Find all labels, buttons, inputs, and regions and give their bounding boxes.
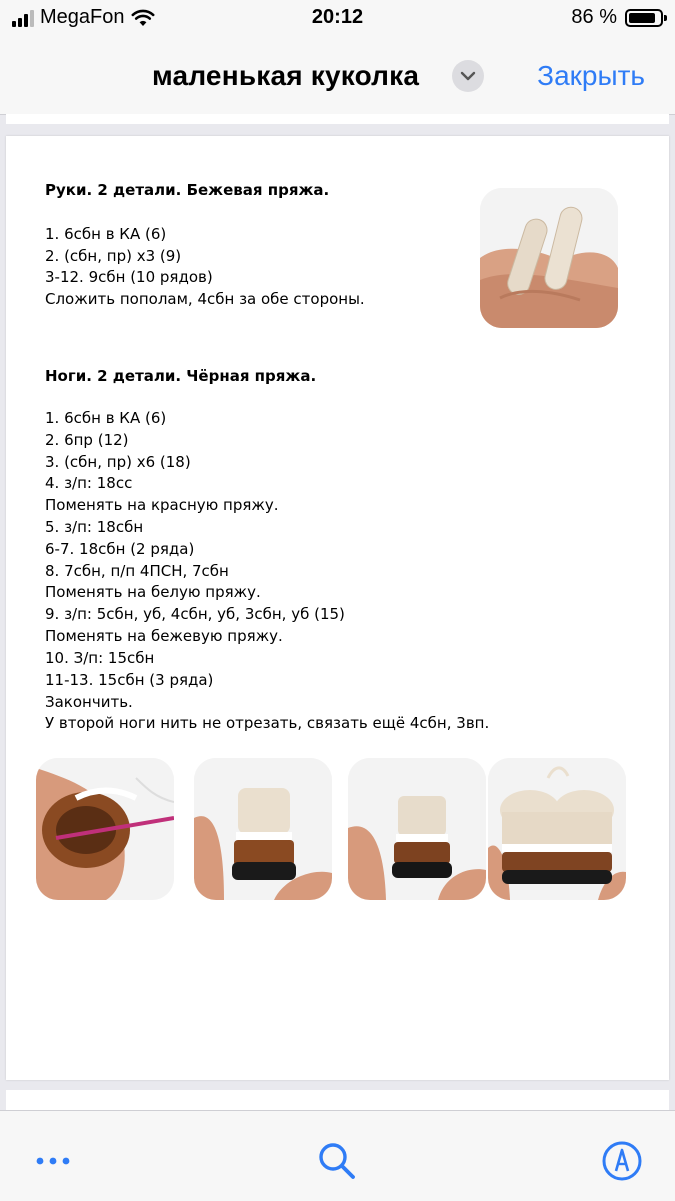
arms-line: 2. (сбн, пр) х3 (9) xyxy=(45,247,182,265)
arms-photo xyxy=(480,188,618,328)
navigation-bar xyxy=(0,40,675,115)
leg-photo-2 xyxy=(194,758,332,900)
clock: 20:12 xyxy=(311,6,364,28)
legs-line: Поменять на белую пряжу. xyxy=(45,583,261,601)
arms-line: 3-12. 9сбн (10 рядов) xyxy=(45,268,213,286)
legs-line: У второй ноги нить не отрезать, связать ещё 4сбн, 3вп. xyxy=(45,714,490,732)
close-button[interactable]: Закрыть xyxy=(537,60,645,91)
leg-photo-1 xyxy=(36,758,174,900)
bottom-toolbar xyxy=(0,1110,675,1201)
arms-line: Сложить пополам, 4сбн за обе стороны. xyxy=(45,290,365,308)
legs-line: 5. з/п: 18сбн xyxy=(45,518,144,536)
legs-line: Закончить. xyxy=(45,693,133,711)
legs-line: 9. з/п: 5сбн, уб, 4сбн, уб, 3сбн, уб (15) xyxy=(45,605,345,623)
arms-line: 1. 6сбн в КА (6) xyxy=(45,225,167,243)
status-bar xyxy=(0,0,675,40)
markup-icon[interactable] xyxy=(600,1139,644,1183)
legs-line: 11-13. 15сбн (3 ряда) xyxy=(45,671,214,689)
battery-icon xyxy=(625,9,663,27)
legs-line: Поменять на бежевую пряжу. xyxy=(45,627,283,645)
chevron-down-icon[interactable] xyxy=(452,60,484,92)
legs-line: 1. 6сбн в КА (6) xyxy=(45,409,167,427)
previous-page-edge xyxy=(6,114,669,124)
carrier-name: MegaFon xyxy=(40,6,125,28)
leg-photo-4 xyxy=(488,758,626,900)
legs-line: 2. 6пр (12) xyxy=(45,431,129,449)
document-title[interactable]: маленькая куколка xyxy=(152,60,420,91)
legs-line: 6-7. 18сбн (2 ряда) xyxy=(45,540,195,558)
legs-line: 10. З/п: 15сбн xyxy=(45,649,155,667)
leg-photo-3 xyxy=(348,758,486,900)
legs-line: 3. (сбн, пр) х6 (18) xyxy=(45,453,191,471)
search-icon[interactable] xyxy=(315,1139,359,1183)
battery-percent: 86 % xyxy=(571,6,617,28)
status-right xyxy=(571,6,663,29)
legs-line: 8. 7сбн, п/п 4ПСН, 7сбн xyxy=(45,562,229,580)
more-icon[interactable] xyxy=(31,1139,75,1183)
document-page xyxy=(6,136,669,1080)
legs-line: Поменять на красную пряжу. xyxy=(45,496,279,514)
legs-line: 4. з/п: 18сс xyxy=(45,474,133,492)
legs-heading: Ноги. 2 детали. Чёрная пряжа. xyxy=(45,367,317,385)
arms-heading: Руки. 2 детали. Бежевая пряжа. xyxy=(45,181,330,199)
